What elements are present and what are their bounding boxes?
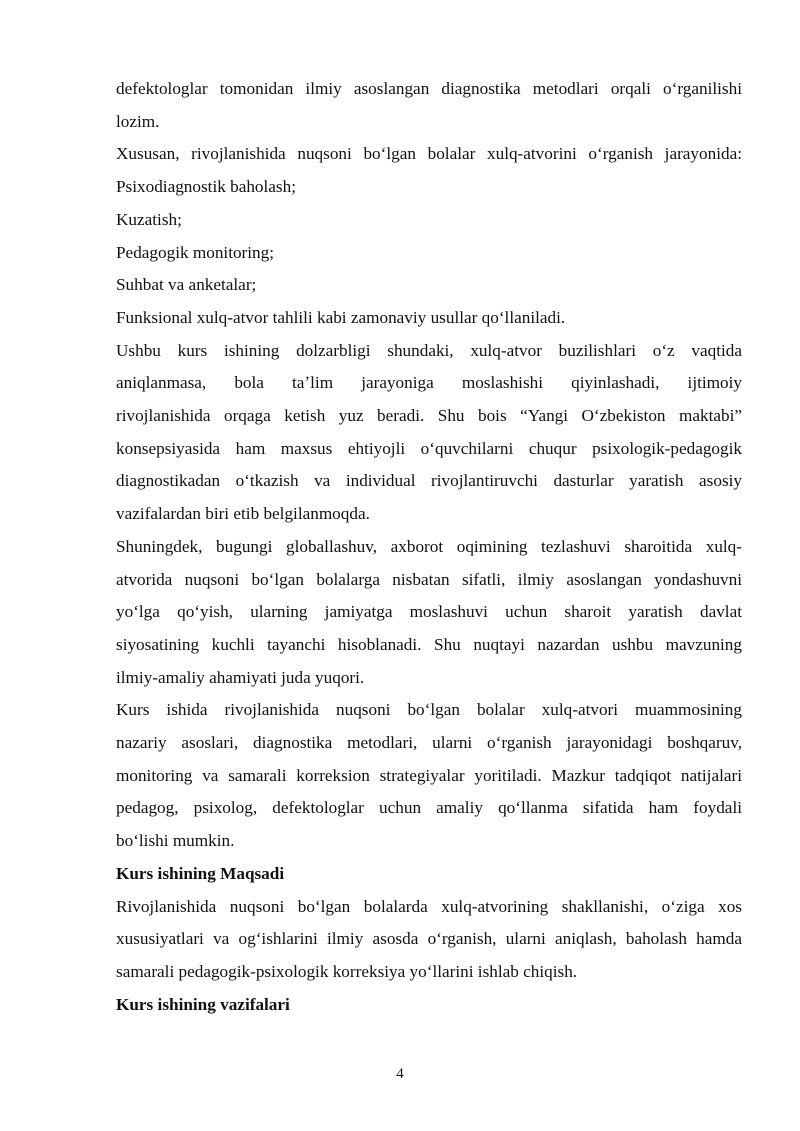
text-line: ilmiy-amaliy ahamiyati juda yuqori. — [116, 667, 365, 687]
list-item: Psixodiagnostik baholash; — [116, 177, 296, 197]
text-line: atvorida nuqsoni boʻlgan bolalarga nisbatan sifatli, ilmiy asoslangan yondashuvni — [116, 569, 742, 589]
text-line: nazariy asoslari, diagnostika metodlari, ularni oʻrganish jarayonidagi boshqaruv, — [116, 733, 742, 753]
text-line: rivojlanishida orqaga ketish yuz beradi. Shu bois “Yangi Oʻzbekiston maktabi” — [116, 406, 742, 426]
text-line: lozim. — [116, 111, 160, 131]
text-line: aniqlanmasa, bola taʼlim jarayoniga moslashishi qiyinlashadi, ijtimoiy — [116, 373, 742, 393]
list-item: Pedagogik monitoring; — [116, 242, 275, 262]
page-number: 4 — [396, 1066, 404, 1082]
list-item: Suhbat va anketalar; — [116, 275, 257, 295]
text-line: pedagog, psixolog, defektologlar uchun amaliy qoʻllanma sifatida ham foydali — [116, 798, 742, 818]
text-line: samarali pedagogik-psixologik korreksiya yoʻllarini ishlab chiqish. — [116, 961, 578, 981]
list-item: Kuzatish; — [116, 209, 182, 229]
section-heading: Kurs ishining vazifalari — [116, 994, 290, 1014]
text-line: diagnostikadan oʻtkazish va individual rivojlantiruvchi dasturlar yaratish asosiy — [116, 471, 742, 491]
text-line: monitoring va samarali korreksion strategiyalar yoritiladi. Mazkur tadqiqot natijalari — [116, 765, 742, 785]
text-line: boʻlishi mumkin. — [116, 831, 235, 851]
text-line: siyosatining kuchli tayanchi hisoblanadi. Shu nuqtayi nazardan ushbu mavzuning — [116, 634, 742, 654]
text-line: defektologlar tomonidan ilmiy asoslangan diagnostika metodlari orqali oʻrganilishi — [116, 79, 742, 98]
text-line: Rivojlanishida nuqsoni boʻlgan bolalarda xulq-atvorining shakllanishi, oʻziga xos — [116, 896, 742, 916]
text-line: konsepsiyasida ham maxsus ehtiyojli oʻquvchilarni chuqur psixologik-pedagogik — [116, 438, 742, 458]
text-line: vazifalardan biri etib belgilanmoqda. — [116, 504, 370, 524]
text-line: Shuningdek, bugungi globallashuv, axborot oqimining tezlashuvi sharoitida xulq- — [116, 536, 742, 556]
text-line: Kurs ishida rivojlanishida nuqsoni boʻlgan bolalar xulq-atvori muammosining — [116, 700, 742, 720]
text-line: yoʻlga qoʻyish, ularning jamiyatga moslashuvi uchun sharoit yaratish davlat — [116, 602, 742, 622]
list-item: Funksional xulq-atvor tahlili kabi zamonaviy usullar qoʻllaniladi. — [116, 307, 566, 327]
text-line: Xususan, rivojlanishida nuqsoni boʻlgan bolalar xulq-atvorini oʻrganish jarayonida: — [116, 144, 742, 164]
section-heading: Kurs ishining Maqsadi — [116, 863, 285, 883]
text-line: xususiyatlari va ogʻishlarini ilmiy asosda oʻrganish, ularni aniqlash, baholash hamda — [116, 929, 742, 949]
text-line: Ushbu kurs ishining dolzarbligi shundaki, xulq-atvor buzilishlari oʻz vaqtida — [116, 340, 742, 360]
document-body — [116, 73, 742, 1021]
